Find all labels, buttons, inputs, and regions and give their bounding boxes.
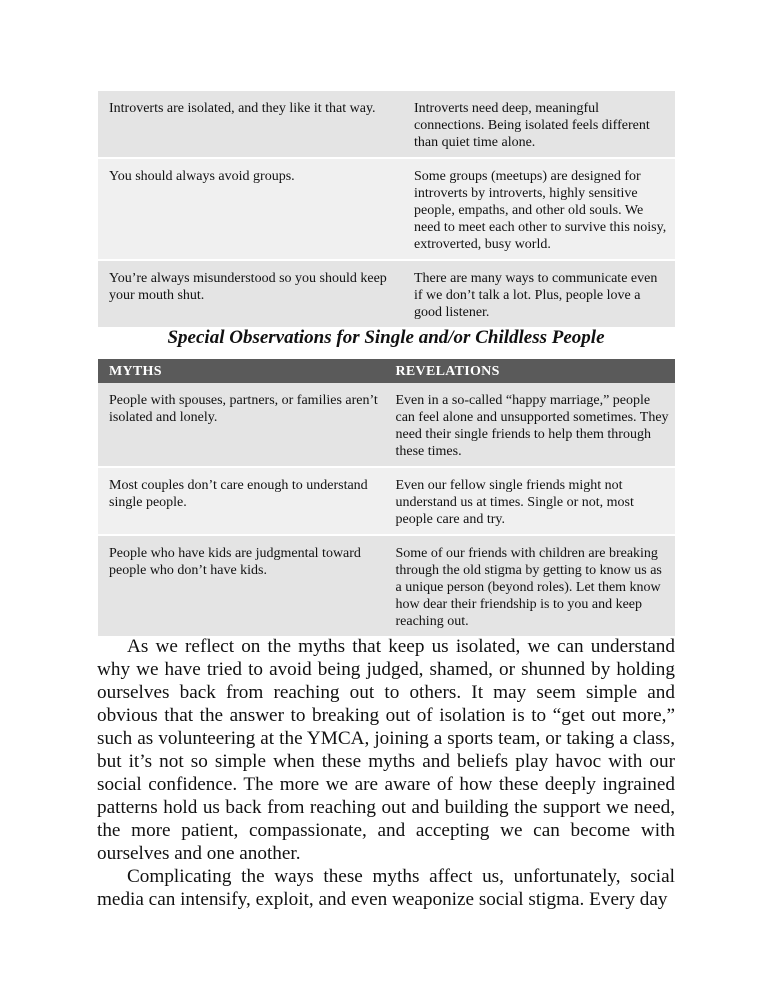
myth-cell: People who have kids are judgmental toward people who don’t have kids. — [98, 536, 387, 636]
table-row — [98, 91, 675, 157]
myth-cell: You should always avoid groups. — [98, 159, 405, 259]
table-row — [98, 383, 675, 466]
table-row — [98, 468, 675, 534]
section-title: Special Observations for Single and/or Childless People — [167, 327, 605, 348]
myths-revelations-table — [98, 359, 675, 636]
myth-cell: Most couples don’t care enough to understand single people. — [98, 468, 387, 534]
revelation-cell: Some groups (meetups) are designed for introverts by introverts, highly sensitive people, empaths, and other old souls. We need to meet each other to survive this noisy, extroverted, busy world. — [405, 159, 675, 259]
revelation-cell: Introverts need deep, meaningful connections. Being isolated feels different than quiet time alone. — [405, 91, 675, 157]
paragraph: Complicating the ways these myths affect us, unfortunately, social media can intensify, exploit, and even weaponize social stigma. Every day — [97, 866, 675, 910]
table-row — [98, 536, 675, 636]
myth-cell: You’re always misunderstood so you should keep your mouth shut. — [98, 261, 405, 327]
table-row — [98, 159, 675, 259]
revelations-column-header: REVELATIONS — [387, 359, 676, 383]
table-row — [98, 261, 675, 327]
myth-cell: People with spouses, partners, or families aren’t isolated and lonely. — [98, 383, 387, 466]
revelation-cell: Even in a so-called “happy marriage,” people can feel alone and unsupported sometimes. They need their single friends to help them through these times. — [387, 383, 676, 466]
myth-cell: Introverts are isolated, and they like it that way. — [98, 91, 405, 157]
table-header-row — [98, 359, 675, 383]
revelation-cell: Even our fellow single friends might not understand us at times. Single or not, most people care and try. — [387, 468, 676, 534]
revelation-cell: Some of our friends with children are breaking through the old stigma by getting to know us as a unique person (beyond roles). Let them know how dear their friendship is to you and keep reaching out. — [387, 536, 676, 636]
myths-table-continued — [98, 91, 675, 327]
paragraph: As we reflect on the myths that keep us isolated, we can understand why we have tried to avoid being judged, shamed, or shunned by holding ourselves back from reaching out to others. It may seem simple and obvious that the answer to breaking out of isolation is to “get out more,” such as volunteering at the YMCA, joining a sports team, or taking a class, but it’s not so simple when these myths and beliefs play havoc with our social confidence. The more we are aware of how these deeply ingrained patterns hold us back from reaching out and building the support we need, the more patient, compassionate, and accepting we can become with ourselves and one another. — [97, 636, 675, 864]
revelation-cell: There are many ways to communicate even if we don’t talk a lot. Plus, people love a good listener. — [405, 261, 675, 327]
myths-column-header: MYTHS — [98, 359, 387, 383]
body-text — [97, 635, 675, 911]
